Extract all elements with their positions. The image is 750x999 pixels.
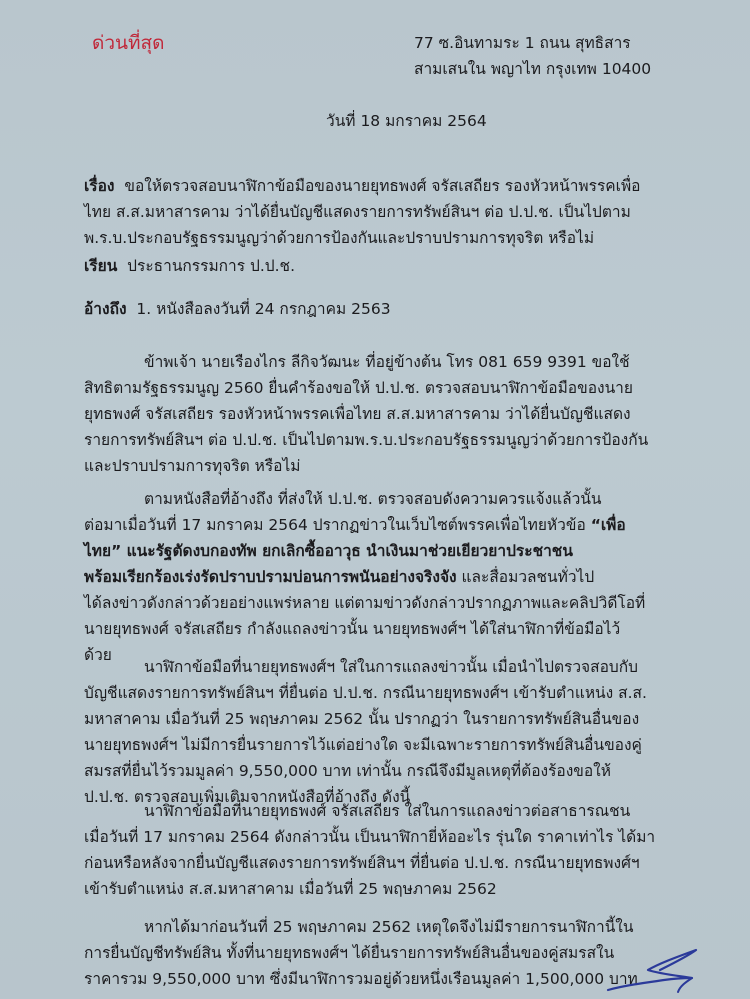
paragraph-4-line: เมื่อวันที่ 17 มกราคม 2564 ดังกล่าวนั้น เป็นนาฬิกายี่ห้ออะไร รุ่นใด ราคาเท่าไร ได้มา — [84, 828, 656, 846]
paragraph-3-line: บัญชีแสดงรายการทรัพย์สินฯ ที่ยื่นต่อ ป.ป.ช. กรณีนายยุทธพงศ์ฯ เข้ารับตำแหน่ง ส.ส. — [84, 684, 647, 702]
paragraph-1-line: ข้าพเจ้า นายเรืองไกร ลีกิจวัฒนะ ที่อยู่ข้างต้น โทร 081 659 9391 ขอใช้ — [144, 353, 630, 371]
signature-icon — [600, 948, 720, 994]
paragraph-2-line: และสื่อมวลชนทั่วไป — [456, 568, 595, 586]
recipient-value: ประธานกรรมการ ป.ป.ช. — [127, 257, 295, 275]
paragraph-2-line: ด้วย — [84, 646, 112, 664]
subject-line-1: ขอให้ตรวจสอบนาฬิกาข้อมือของนายยุทธพงศ์ จรัสเสถียร รองหัวหน้าพรรคเพื่อ — [124, 177, 641, 195]
paragraph-3 — [84, 654, 714, 810]
subject-line-3: พ.ร.บ.ประกอบรัฐธรรมนูญว่าด้วยการป้องกันและปราบปรามการทุจริต หรือไม่ — [84, 229, 595, 247]
recipient-label: เรียน — [84, 257, 118, 275]
paragraph-3-line: สมรสที่ยื่นไว้รวมมูลค่า 9,550,000 บาท เท่านั้น กรณีจึงมีมูลเหตุที่ต้องร้องขอให้ — [84, 762, 611, 780]
paragraph-3-line: นาฬิกาข้อมือที่นายยุทธพงศ์ฯ ใส่ในการแถลงข่าวนั้น เมื่อนำไปตรวจสอบกับ — [144, 658, 638, 676]
news-headline-quote: “เพื่อ — [590, 516, 626, 534]
paragraph-3-line: นายยุทธพงศ์ฯ ไม่มีการยื่นรายการไว้แต่อย่างใด จะมีเฉพาะรายการทรัพย์สินอื่นของคู่ — [84, 736, 642, 754]
subject-block — [84, 173, 714, 251]
paragraph-5-line: ราคารวม 9,550,000 บาท ซึ่งมีนาฬิการวมอยู่ด้วยหนึ่งเรือนมูลค่า 1,500,000 บาท — [84, 970, 638, 988]
paragraph-1-line: และปราบปรามการทุจริต หรือไม่ — [84, 457, 301, 475]
urgency-stamp: ด่วนที่สุด — [92, 32, 165, 54]
reference-value: 1. หนังสือลงวันที่ 24 กรกฎาคม 2563 — [136, 300, 391, 318]
paragraph-1-line: สิทธิตามรัฐธรรมนูญ 2560 ยื่นคำร้องขอให้ ป.ป.ช. ตรวจสอบนาฬิกาข้อมือของนาย — [84, 379, 633, 397]
recipient-block — [84, 253, 714, 279]
paragraph-2 — [84, 486, 714, 668]
paragraph-2-line: นายยุทธพงศ์ จรัสเสถียร กำลังแถลงข่าวนั้น นายยุทธพงศ์ฯ ได้ใส่นาฬิกาที่ข้อมือไว้ — [84, 620, 621, 638]
news-headline-quote: พร้อมเรียกร้องเร่งรัดปราบปรามบ่อนการพนันอย่างจริงจัง — [84, 568, 457, 586]
paragraph-1-line: ยุทธพงศ์ จรัสเสถียร รองหัวหน้าพรรคเพื่อไทย ส.ส.มหาสารคาม ว่าได้ยื่นบัญชีแสดง — [84, 405, 631, 423]
paragraph-1 — [84, 349, 714, 479]
subject-label: เรื่อง — [84, 177, 115, 195]
paragraph-1-line: รายการทรัพย์สินฯ ต่อ ป.ป.ช. เป็นไปตามพ.ร.บ.ประกอบรัฐธรรมนูญว่าด้วยการป้องกัน — [84, 431, 649, 449]
sender-address — [414, 30, 651, 82]
address-line-2: สามเสนใน พญาไท กรุงเทพ 10400 — [414, 60, 652, 78]
paragraph-3-line: ป.ป.ช. ตรวจสอบเพิ่มเติมจากหนังสือที่อ้างถึง ดังนี้ — [84, 788, 411, 806]
address-line-1: 77 ซ.อินทามระ 1 ถนน สุทธิสาร — [414, 34, 631, 52]
paragraph-5-line: หากได้มาก่อนวันที่ 25 พฤษภาคม 2562 เหตุใดจึงไม่มีรายการนาฬิกานี้ใน — [144, 918, 634, 936]
paragraph-4-line: ก่อนหรือหลังจากยื่นบัญชีแสดงรายการทรัพย์สินฯ ที่ยื่นต่อ ป.ป.ช. กรณีนายยุทธพงศ์ฯ — [84, 854, 640, 872]
paragraph-2-line: ได้ลงข่าวดังกล่าวด้วยอย่างแพร่หลาย แต่ตามข่าวดังกล่าวปรากฏภาพและคลิปวิดีโอที่ — [84, 594, 646, 612]
paragraph-4 — [84, 798, 714, 902]
paragraph-4-line: นาฬิกาข้อมือที่นายยุทธพงศ์ จรัสเสถียร ใส่ในการแถลงข่าวต่อสาธารณชน — [144, 802, 631, 820]
paragraph-5-line: การยื่นบัญชีทรัพย์สิน ทั้งที่นายยุทธพงศ์ฯ ได้ยื่นรายการทรัพย์สินอื่นของคู่สมรสใน — [84, 944, 615, 962]
paragraph-2-line: ต่อมาเมื่อวันที่ 17 มกราคม 2564 ปรากฏข่าวในเว็บไซต์พรรคเพื่อไทยหัวข้อ — [84, 516, 591, 534]
paragraph-3-line: มหาสาคาม เมื่อวันที่ 25 พฤษภาคม 2562 นั้น ปรากฏว่า ในรายการทรัพย์สินอื่นของ — [84, 710, 640, 728]
paragraph-4-line: เข้ารับตำแหน่ง ส.ส.มหาสาคาม เมื่อวันที่ 25 พฤษภาคม 2562 — [84, 880, 497, 898]
reference-block — [84, 296, 714, 322]
letter-date: วันที่ 18 มกราคม 2564 — [326, 112, 487, 130]
reference-label: อ้างถึง — [84, 300, 127, 318]
paragraph-2-line: ตามหนังสือที่อ้างถึง ที่ส่งให้ ป.ป.ช. ตรวจสอบดังความควรแจ้งแล้วนั้น — [144, 490, 602, 508]
subject-line-2: ไทย ส.ส.มหาสารคาม ว่าได้ยื่นบัญชีแสดงรายการทรัพย์สินฯ ต่อ ป.ป.ช. เป็นไปตาม — [84, 203, 631, 221]
news-headline-quote: ไทย” แนะรัฐตัดงบกองทัพ ยกเลิกซื้ออาวุธ นำเงินมาช่วยเยียวยาประชาชน — [84, 542, 573, 560]
